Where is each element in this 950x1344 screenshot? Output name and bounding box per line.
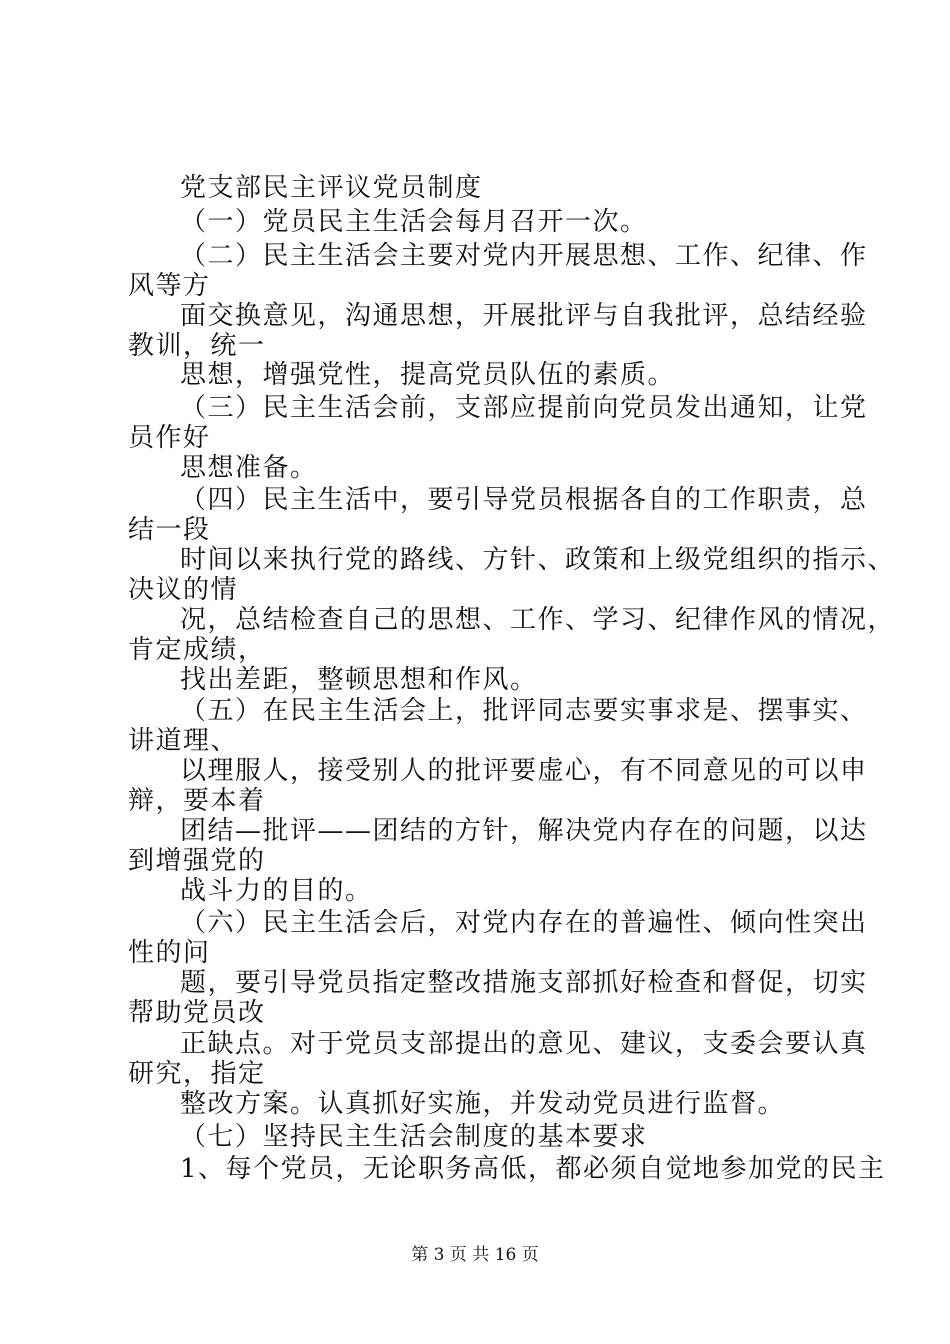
text-line: 讲道理、 (128, 726, 239, 756)
text-line: 思想，增强党性，提高党员队伍的素质。 (180, 360, 676, 390)
section-heading: （七）坚持民主生活会制度的基本要求 (180, 1122, 648, 1152)
text-line: （四）民主生活中，要引导党员根据各自的工作职责，总 (180, 485, 868, 515)
page-number-footer: 第 3 页 共 16 页 (411, 1245, 539, 1265)
text-line: （三）民主生活会前，支部应提前向党员发出通知，让党 (180, 393, 868, 423)
text-line: 员作好 (128, 423, 211, 453)
text-line: （一）党员民主生活会每月召开一次。 (180, 207, 648, 237)
text-line: 况，总结检查自己的思想、工作、学习、纪律作风的情况， (180, 605, 896, 635)
text-line: 结一段 (128, 515, 211, 545)
text-line: 到增强党的 (128, 846, 266, 876)
text-line: 1、每个党员，无论职务高低，都必须自觉地参加党的民主 (180, 1154, 886, 1184)
text-line: 教训，统一 (128, 331, 266, 361)
text-line: 面交换意见，沟通思想，开展批评与自我批评，总结经验 (180, 301, 868, 331)
text-line: 整改方案。认真抓好实施，并发动党员进行监督。 (180, 1089, 786, 1119)
text-line: 正缺点。对于党员支部提出的意见、建议，支委会要认真 (180, 1029, 868, 1059)
text-line: 以理服人，接受别人的批评要虚心，有不同意见的可以申 (180, 756, 868, 786)
text-line: 题，要引导党员指定整改措施支部抓好检查和督促，切实 (180, 968, 868, 998)
document-title: 党支部民主评议党员制度 (180, 173, 483, 203)
text-line: 风等方 (128, 271, 211, 301)
text-line: （六）民主生活会后，对党内存在的普遍性、倾向性突出 (180, 908, 868, 938)
text-line: 帮助党员改 (128, 998, 266, 1028)
text-line: 战斗力的目的。 (180, 876, 373, 906)
text-line: 团结—批评——团结的方针，解决党内存在的问题，以达 (180, 816, 868, 846)
text-line: 辩，要本着 (128, 786, 266, 816)
text-line: 肯定成绩， (128, 635, 266, 665)
text-line: 性的问 (128, 938, 211, 968)
text-line: （五）在民主生活会上，批评同志要实事求是、摆事实、 (180, 696, 868, 726)
text-line: （二）民主生活会主要对党内开展思想、工作、纪律、作 (180, 241, 868, 271)
text-line: 决议的情 (128, 575, 239, 605)
text-line: 思想准备。 (180, 453, 318, 483)
text-line: 找出差距，整顿思想和作风。 (180, 665, 538, 695)
text-line: 研究，指定 (128, 1059, 266, 1089)
text-line: 时间以来执行党的路线、方针、政策和上级党组织的指示、 (180, 545, 896, 575)
